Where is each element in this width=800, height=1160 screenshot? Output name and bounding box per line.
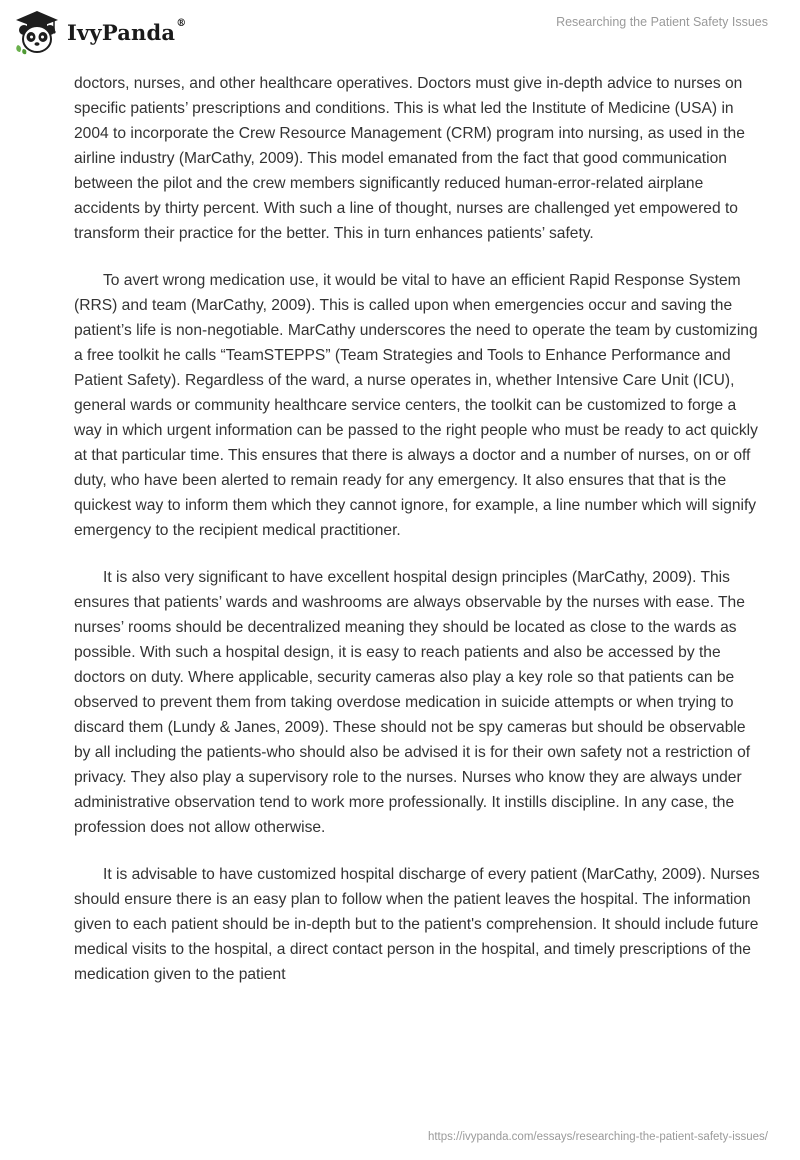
document-title: Researching the Patient Safety Issues bbox=[556, 15, 768, 29]
brand-name: IvyPanda® bbox=[67, 17, 187, 45]
ivypanda-logo[interactable] bbox=[14, 8, 186, 56]
paragraph: It is advisable to have customized hospital discharge of every patient (MarCathy, 2009). Nurses should ensure there is an easy plan to follow when the patient leaves the hospital. The information given to each patient should be in-depth but to the patient's comprehension. It should include future medical visits to the hospital, a direct contact person in the hospital, and timely prescriptions of the medication given to the patient bbox=[74, 866, 760, 983]
page-header bbox=[0, 0, 800, 64]
paragraph: To avert wrong medication use, it would be vital to have an efficient Rapid Response System (RRS) and team (MarCathy, 2009). This is called upon when emergencies occur and saving the patient’s life is non-negotiable. MarCathy underscores the need to operate the team by customizing a free toolkit he calls “TeamSTEPPS” (Team Strategies and Tools to Enhance Performance and Patient Safety). Regardless of the ward, a nurse operates in, whether Intensive Care Unit (ICU), general wards or community healthcare service centers, the toolkit can be customized to forge a way in which urgent information can be passed to the right people who must be ready to act quickly at that particular time. This ensures that there is always a doctor and a number of nurses, on or off duty, who have been alerted to remain ready for any emergency. It also ensures that that is the quickest way to inform them which they cannot ignore, for example, a line number which will signify emergency to the recipient medical practitioner. bbox=[74, 272, 758, 539]
panda-graduate-icon bbox=[14, 9, 60, 55]
source-url[interactable]: https://ivypanda.com/essays/researching-the-patient-safety-issues/ bbox=[427, 1131, 768, 1143]
essay-body bbox=[74, 71, 764, 1009]
paragraph: doctors, nurses, and other healthcare operatives. Doctors must give in-depth advice to nurses on specific patients’ prescriptions and conditions. This is what led the Institute of Medicine (USA) in 2004 to incorporate the Crew Resource Management (CRM) program into nursing, as used in the airline industry (MarCathy, 2009). This model emanated from the fact that good communication between the pilot and the crew members significantly reduced human-error-related airplane accidents by thirty percent. With such a line of thought, nurses are challenged yet empowered to transform their practice for the better. This in turn enhances patients’ safety. bbox=[74, 75, 745, 242]
paragraph: It is also very significant to have excellent hospital design principles (MarCathy, 2009). This ensures that patients’ wards and washrooms are always observable by the nurses with ease. The nurses’ rooms should be decentralized meaning they should be located as close to the wards as possible. With such a hospital design, it is easy to reach patients and also be accessed by the doctors on duty. Where applicable, security cameras also play a key role so that patients can be observed to prevent them from taking overdose medication in suicide attempts or when trying to discard them (Lundy & Janes, 2009). These should not be spy cameras but should be observable by all including the patients-who should also be advised it is for their own safety not a restriction of privacy. They also play a supervisory role to the nurses. Nurses who know they are always under administrative observation tend to work more professionally. It instills discipline. In any case, the profession does not allow otherwise. bbox=[74, 569, 751, 836]
registered-mark: ® bbox=[176, 17, 187, 29]
